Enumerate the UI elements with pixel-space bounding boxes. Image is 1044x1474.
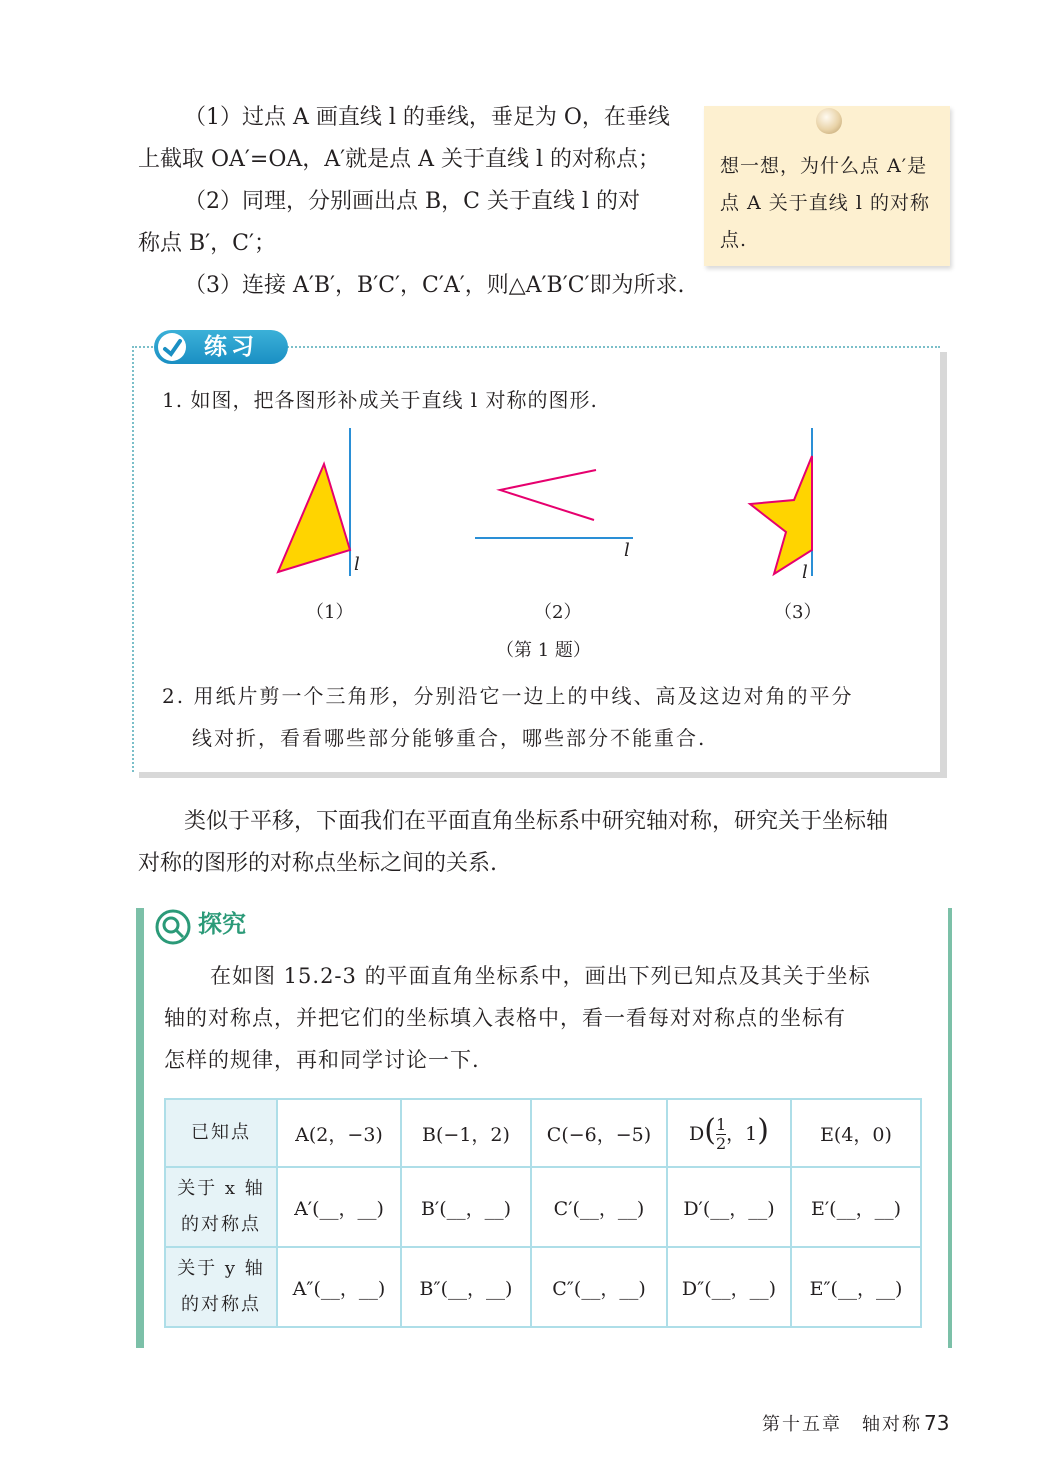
figure-3-line-label: l <box>802 562 808 583</box>
figure-half-star <box>744 428 824 578</box>
row-y-line-2: 的对称点 <box>181 1294 261 1315</box>
page-number: 73 <box>924 1411 950 1435</box>
question-2b: 线对折，看看哪些部分能够重合，哪些部分不能重合. <box>192 726 707 750</box>
table-row <box>165 1167 921 1247</box>
d-rest: ，1 <box>726 1122 758 1145</box>
step-2a: （2）同理，分别画出点 B，C 关于直线 l 的对 <box>184 189 641 214</box>
table-cell: A′(__，__) <box>277 1167 401 1247</box>
question-2a: 2. 用纸片剪一个三角形，分别沿它一边上的中线、高及这边对角的平分 <box>162 684 854 708</box>
row-x-line-1: 关于 x 轴 <box>177 1178 265 1199</box>
question-1: 1. 如图，把各图形补成关于直线 l 对称的图形. <box>162 388 598 412</box>
figure-2-line-label: l <box>624 540 630 561</box>
explore-title: 探究 <box>198 910 246 938</box>
row-header-known: 已知点 <box>165 1099 277 1167</box>
table-cell: B(−1，2) <box>401 1099 531 1167</box>
practice-title: 练习 <box>204 334 258 360</box>
step-3: （3）连接 A′B′，B′C′，C′A′，则△A′B′C′即为所求. <box>184 273 685 298</box>
step-2b: 称点 B′，C′； <box>138 231 276 256</box>
figure-1-line-label: l <box>354 554 360 575</box>
practice-box <box>132 334 950 778</box>
chapter-footer: 第十五章 轴对称 <box>762 1414 922 1435</box>
explore-line-1: 在如图 15.2-3 的平面直角坐标系中，画出下列已知点及其关于坐标 <box>210 964 871 988</box>
step-1b: 上截取 OA′=OA，A′就是点 A 关于直线 l 的对称点； <box>138 147 661 172</box>
row-x-line-2: 的对称点 <box>181 1214 261 1235</box>
row-header-y <box>165 1247 277 1327</box>
table-cell: D′(__，__) <box>667 1167 791 1247</box>
table-cell: B″(__，__) <box>401 1247 531 1327</box>
figure-angle <box>472 460 642 550</box>
table-cell: D″(__，__) <box>667 1247 791 1327</box>
table-cell: E(4，0) <box>791 1099 921 1167</box>
figure-1-caption: （1） <box>306 602 354 623</box>
explore-right-bar <box>948 908 952 1348</box>
figure-caption: （第 1 题） <box>496 640 591 661</box>
d-denominator: 2 <box>715 1134 727 1154</box>
step-1a: （1）过点 A 画直线 l 的垂线，垂足为 O，在垂线 <box>184 105 670 130</box>
point-d-label: D <box>689 1122 705 1145</box>
table-cell: C(−6，−5) <box>531 1099 667 1167</box>
d-numerator: 1 <box>715 1115 727 1135</box>
table-row <box>165 1247 921 1327</box>
pushpin-icon <box>816 108 842 134</box>
table-cell: E″(__，__) <box>791 1247 921 1327</box>
explore-line-2: 轴的对称点，并把它们的坐标填入表格中，看一看每对对称点的坐标有 <box>164 1006 846 1030</box>
row-y-line-1: 关于 y 轴 <box>177 1258 265 1279</box>
table-cell-d: D( $\frac{1}{2}$ ，1) <box>667 1099 791 1167</box>
intro-line-1: 类似于平移，下面我们在平面直角坐标系中研究轴对称，研究关于坐标轴 <box>184 809 889 834</box>
pencil-icon <box>158 333 186 361</box>
table-cell: A(2，−3) <box>277 1099 401 1167</box>
table-row <box>165 1099 921 1167</box>
table-cell: E′(__，__) <box>791 1167 921 1247</box>
explore-left-bar <box>136 908 144 1348</box>
practice-tab <box>154 330 288 364</box>
explore-line-3: 怎样的规律，再和同学讨论一下. <box>164 1048 480 1072</box>
table-cell: C″(__，__) <box>531 1247 667 1327</box>
table-cell: B′(__，__) <box>401 1167 531 1247</box>
coordinate-table <box>164 1098 922 1328</box>
table-cell: C′(__，__) <box>531 1167 667 1247</box>
magnifier-icon <box>154 908 192 946</box>
note-text: 想一想，为什么点 A′是点 A 关于直线 l 的对称点. <box>720 155 930 251</box>
row-header-x <box>165 1167 277 1247</box>
figure-3-caption: （3） <box>774 602 822 623</box>
table-cell: A″(__，__) <box>277 1247 401 1327</box>
intro-line-2: 对称的图形的对称点坐标之间的关系. <box>138 851 497 876</box>
think-note <box>704 106 950 266</box>
figure-2-caption: （2） <box>534 602 582 623</box>
